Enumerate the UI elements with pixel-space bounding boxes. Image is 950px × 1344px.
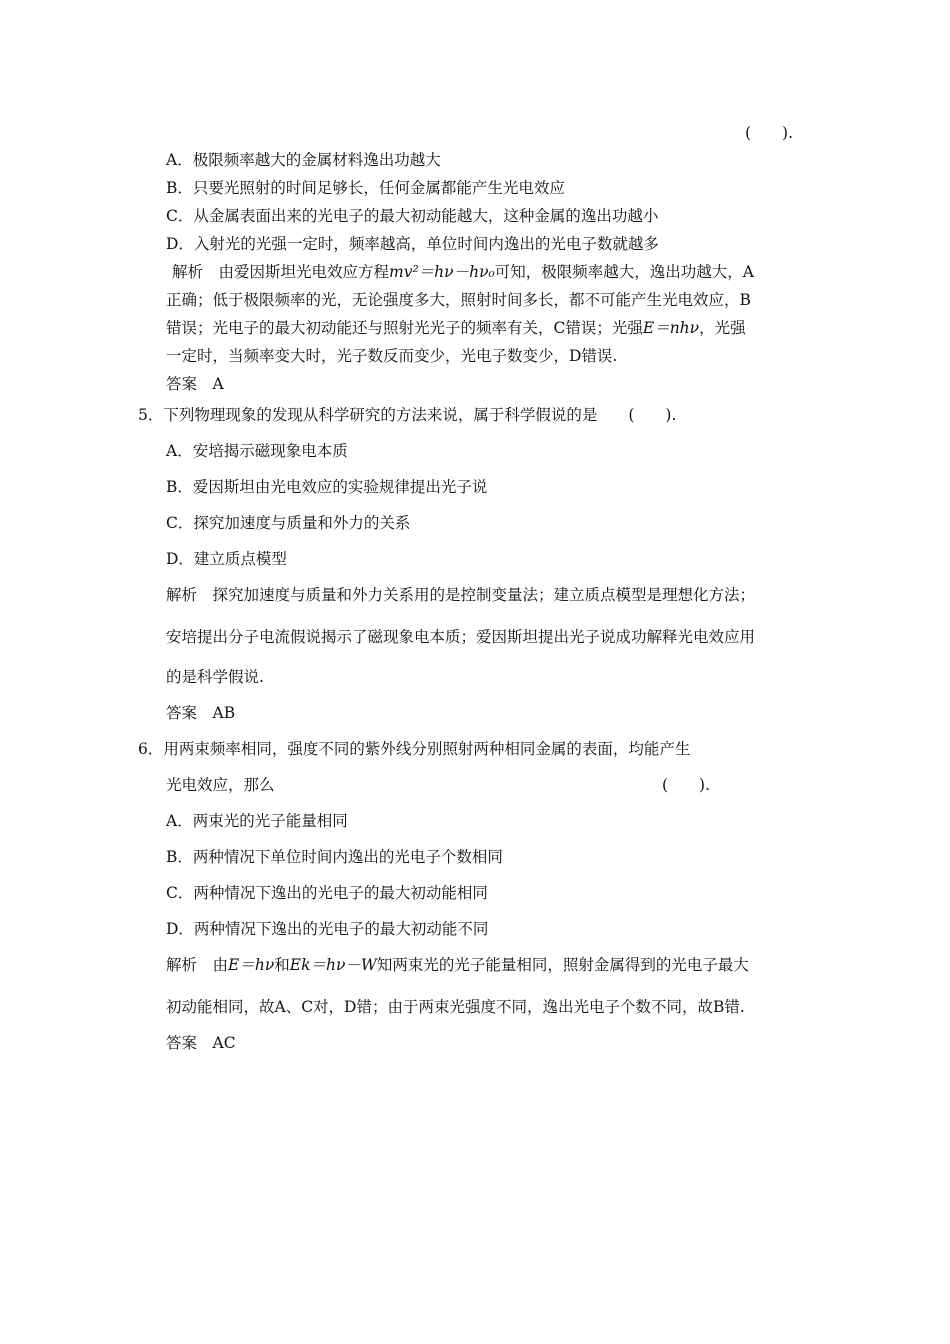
q4-option-a: A．极限频率越大的金属材料逸出功越大 — [166, 151, 441, 169]
q6-analysis-line-1 — [166, 955, 749, 975]
q4-option-d: D．入射光的光强一定时，频率越高，单位时间内逸出的光电子数就越多 — [166, 235, 659, 253]
q6-stem-line-2: 光电效应，那么 — [166, 776, 275, 794]
q6-answer-bracket: ( ). — [662, 776, 711, 794]
q6-option-b: B．两种情况下单位时间内逸出的光电子个数相同 — [166, 848, 503, 866]
q5-analysis-line-3: 的是科学假说. — [166, 668, 264, 686]
q5-stem: 5．下列物理现象的发现从科学研究的方法来说，属于科学假说的是 ( ). — [138, 406, 677, 424]
q4-answer: 答案 A — [166, 375, 224, 393]
q6-answer: 答案 AC — [166, 1034, 236, 1052]
q6-analysis-text: 解析 由 — [166, 956, 229, 974]
q6-option-a: A．两束光的光子能量相同 — [166, 812, 348, 830]
q6-option-d: D．两种情况下逸出的光电子的最大初动能不同 — [166, 920, 489, 938]
q6-analysis-text: 知两束光的光子能量相同，照射金属得到的光电子最大 — [376, 956, 749, 974]
q5-option-d: D．建立质点模型 — [166, 550, 287, 568]
q4-analysis-text: 可知，极限频率越大，逸出功越大，A — [494, 263, 754, 281]
q5-option-b: B．爱因斯坦由光电效应的实验规律提出光子说 — [166, 478, 488, 496]
q4-analysis-text: 解析 由爱因斯坦光电效应方程 — [172, 263, 390, 281]
q4-formula-einstein: mv²＝hν－hν₀ — [389, 263, 495, 281]
q6-analysis-line-2: 初动能相同，故A、C对，D错；由于两束光强度不同，逸出光电子个数不同，故B错. — [166, 998, 745, 1016]
q4-analysis-line-1 — [172, 262, 754, 282]
q5-analysis-line-1: 解析 探究加速度与质量和外力关系用的是控制变量法；建立质点模型是理想化方法； — [166, 586, 756, 604]
q6-stem-line-1: 6．用两束频率相同，强度不同的紫外线分别照射两种相同金属的表面，均能产生 — [138, 740, 691, 758]
q6-formula-kinetic: Ek＝hν－W — [289, 956, 377, 974]
q5-option-c: C．探究加速度与质量和外力的关系 — [166, 514, 411, 532]
q4-analysis-line-3 — [166, 318, 746, 338]
q5-option-a: A．安培揭示磁现象电本质 — [166, 442, 348, 460]
q4-answer-bracket: ( ). — [745, 124, 794, 142]
q5-answer: 答案 AB — [166, 704, 236, 722]
q6-analysis-text: 和 — [274, 956, 290, 974]
q4-analysis-text: 错误；光电子的最大初动能还与照射光光子的频率有关，C错误；光强 — [166, 319, 643, 337]
q4-option-c: C．从金属表面出来的光电子的最大初动能越大，这种金属的逸出功越小 — [166, 207, 659, 225]
q6-formula-energy: E＝hν — [228, 956, 275, 974]
q5-analysis-line-2: 安培提出分子电流假说揭示了磁现象电本质；爱因斯坦提出光子说成功解释光电效应用 — [166, 628, 756, 646]
q4-analysis-line-4: 一定时，当频率变大时，光子数反而变少，光电子数变少，D错误. — [166, 347, 618, 365]
q4-analysis-text: ，光强 — [699, 319, 746, 337]
q4-option-b: B．只要光照射的时间足够长，任何金属都能产生光电效应 — [166, 179, 565, 197]
q4-formula-intensity: E＝nhν — [642, 319, 700, 337]
q6-option-c: C．两种情况下逸出的光电子的最大初动能相同 — [166, 884, 488, 902]
q4-analysis-line-2: 正确；低于极限频率的光，无论强度多大，照射时间多长，都不可能产生光电效应，B — [166, 291, 751, 309]
